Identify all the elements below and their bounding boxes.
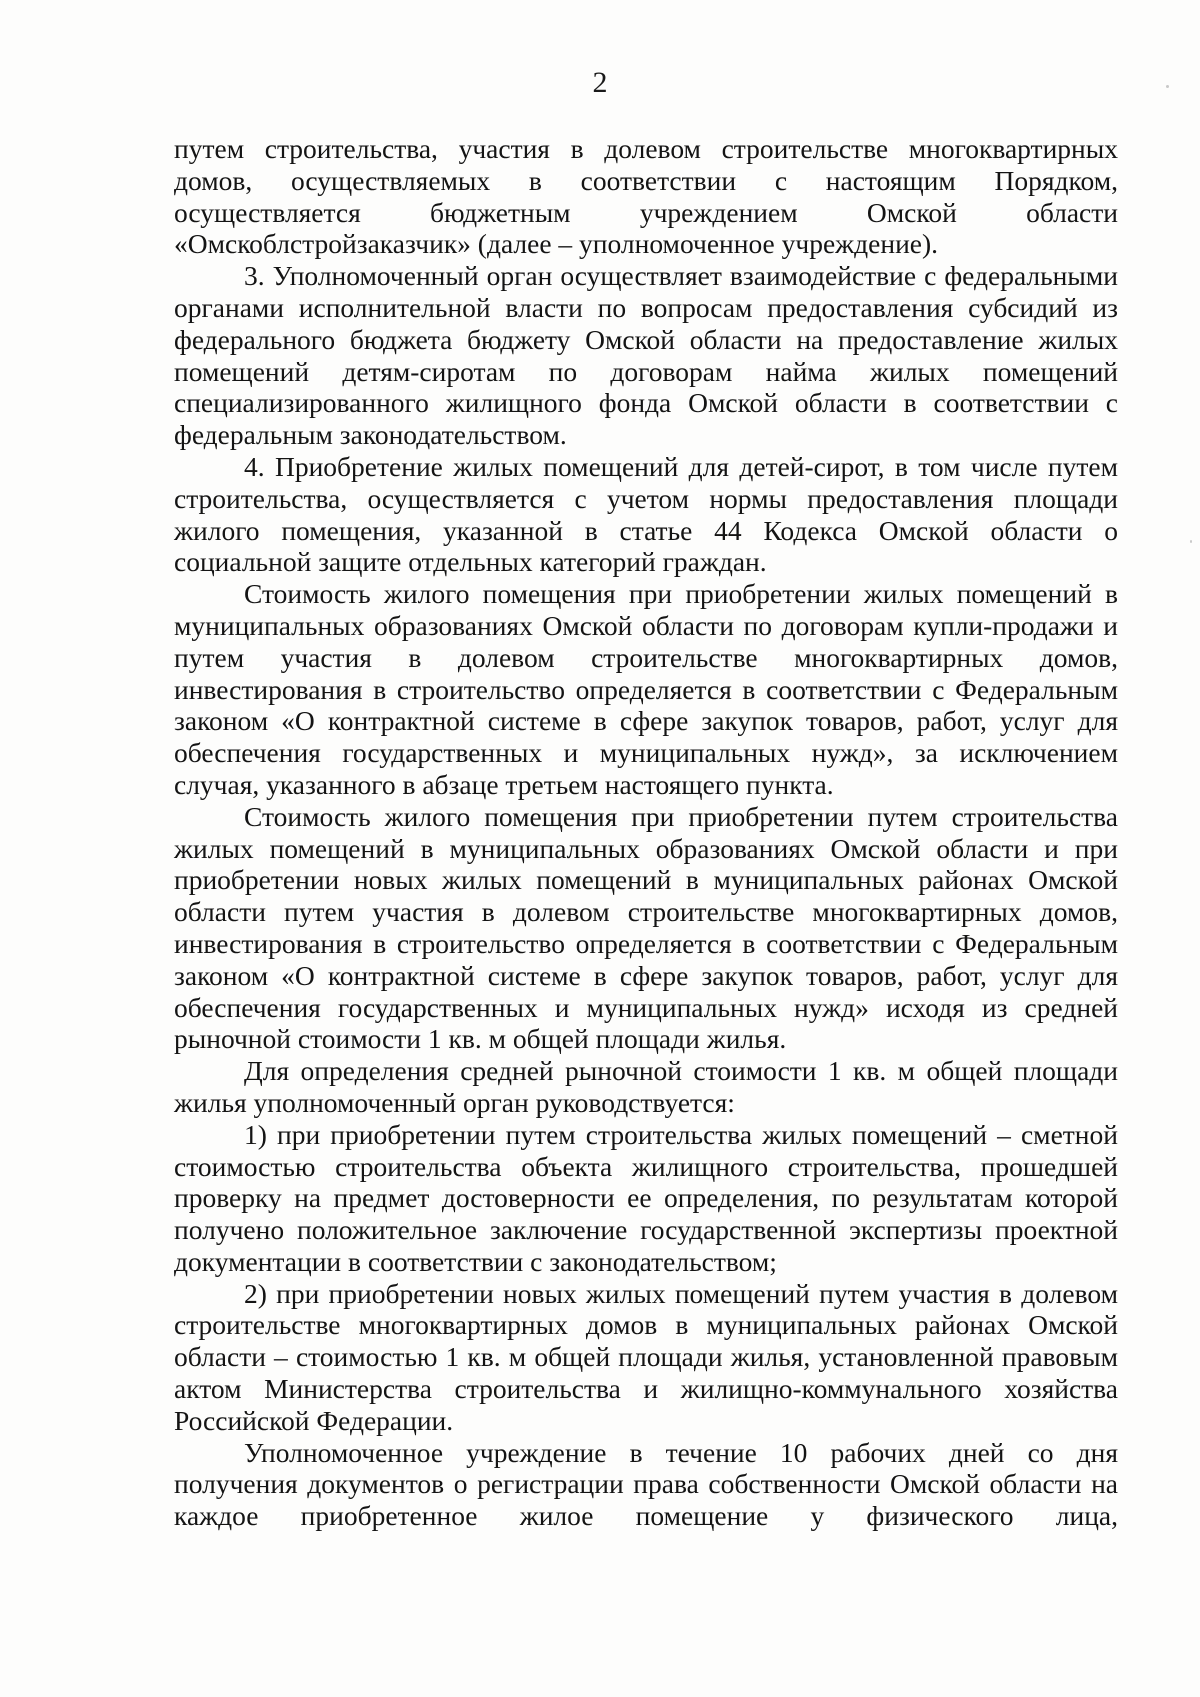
paragraph-subitem-2: 2) при приобретении новых жилых помещений путем участия в долевом строительстве многоквартирных домов в муниципальных районах Омской области – стоимостью 1 кв. м общей площади жилья, установленной правовым актом Министерства строительства и жилищно-коммунального хозяйства Российской Федерации.: [174, 1277, 1118, 1436]
paragraph-institution: Уполномоченное учреждение в течение 10 рабочих дней со дня получения документов о регистрации права собственности Омской области на каждое приобретенное жилое помещение у физического лица,: [174, 1436, 1118, 1532]
paragraph-cost-purchase: Стоимость жилого помещения при приобретении жилых помещений в муниципальных образованиях Омской области по договорам купли-продажи и путем участия в долевом строительстве многоквартирных домов, инвестирования в строительство определяется в соответствии с Федеральным законом «О контрактной системе в сфере закупок товаров, работ, услуг для обеспечения государственных и муниципальных нужд», за исключением случая, указанного в абзаце третьем настоящего пункта.: [174, 578, 1118, 800]
paragraph-continuation: путем строительства, участия в долевом строительстве многоквартирных домов, осуществляемых в соответствии с настоящим Порядком, осуществляется бюджетным учреждением Омской области «Омскоблстройзаказчик» (далее – уполномоченное учреждение).: [174, 133, 1118, 260]
scan-speck: [1190, 540, 1192, 543]
paragraph-cost-construction: Стоимость жилого помещения при приобретении путем строительства жилых помещений в муниципальных образованиях Омской области и при приобретении новых жилых помещений в муниципальных районах Омской области путем участия в долевом строительстве многоквартирных домов, инвестирования в строительство определяется в соответствии с Федеральным законом «О контрактной системе в сфере закупок товаров, работ, услуг для обеспечения государственных и муниципальных нужд» исходя из средней рыночной стоимости 1 кв. м общей площади жилья.: [174, 800, 1118, 1055]
page-number: 2: [592, 66, 608, 99]
document-body: [174, 133, 1118, 1532]
paragraph-market-cost-intro: Для определения средней рыночной стоимости 1 кв. м общей площади жилья уполномоченный орган руководствуется:: [174, 1055, 1118, 1118]
paragraph-item-4: 4. Приобретение жилых помещений для детей-сирот, в том числе путем строительства, осуществляется с учетом нормы предоставления площади жилого помещения, указанной в статье 44 Кодекса Омской области о социальной защите отдельных категорий граждан.: [174, 450, 1118, 578]
paragraph-item-3: 3. Уполномоченный орган осуществляет взаимодействие с федеральными органами исполнительной власти по вопросам предоставления субсидий из федерального бюджета бюджету Омской области на предоставление жилых помещений детям-сиротам по договорам найма жилых помещений специализированного жилищного фонда Омской области в соответствии с федеральным законодательством.: [174, 260, 1118, 451]
paragraph-subitem-1: 1) при приобретении путем строительства жилых помещений – сметной стоимостью строительства объекта жилищного строительства, прошедшей проверку на предмет достоверности ее определения, по результатам которой получено положительное заключение государственной экспертизы проектной документации в соответствии с законодательством;: [174, 1118, 1118, 1277]
